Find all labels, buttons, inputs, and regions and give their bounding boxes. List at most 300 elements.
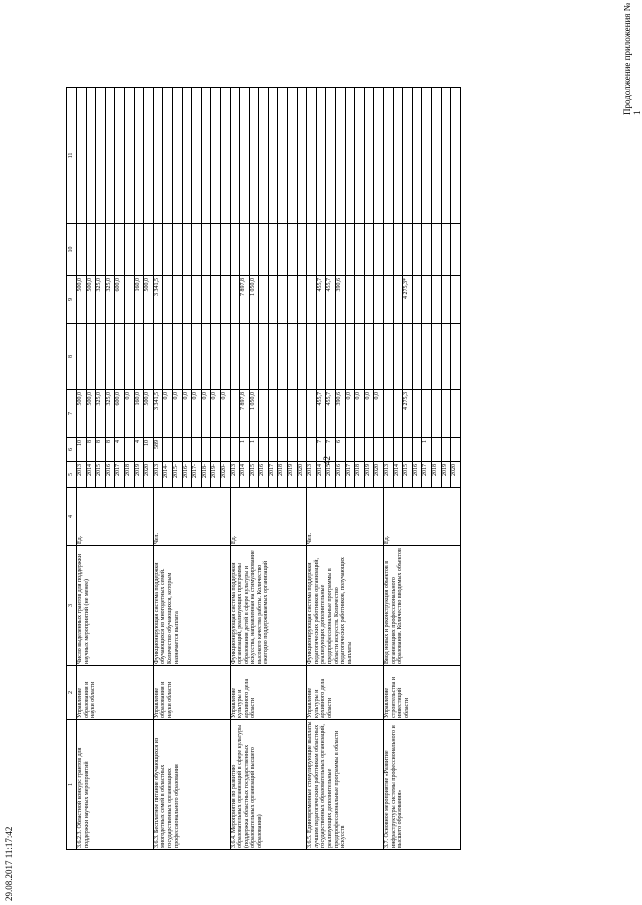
unit: Чел. — [307, 488, 384, 546]
other-cell — [355, 88, 365, 224]
indicator-value-cell — [211, 438, 221, 462]
regional-cell — [182, 276, 192, 324]
total-cell: 500,0 — [86, 390, 96, 438]
indicator-value-cell: 6 — [336, 438, 346, 462]
other-cell — [393, 88, 403, 224]
table-row — [230, 88, 240, 850]
column-number-1: 1 — [67, 720, 77, 850]
total-cell: 0,0 — [355, 390, 365, 438]
activity-name: 3.6.3. Бесплатное питание обучающихся из многодетных семей в областных государственных организациях профессионального образования — [153, 720, 230, 850]
page-number: 42 — [322, 456, 332, 465]
table-body — [77, 88, 461, 850]
year-cell: 2017 — [345, 462, 355, 488]
year-cell: 2016- — [182, 462, 192, 488]
column-number-9: 9 — [67, 276, 77, 324]
local-cell — [144, 224, 154, 276]
regional-cell: 500,0 — [144, 276, 154, 324]
indicator-value-cell — [364, 438, 374, 462]
indicator-value-cell: 8 — [105, 438, 115, 462]
other-cell — [441, 88, 451, 224]
table-row — [307, 88, 317, 850]
total-cell: 4 275,3 — [403, 390, 413, 438]
indicator-value-cell: 1 — [422, 438, 432, 462]
year-cell: 2014 — [240, 462, 250, 488]
federal-cell — [115, 324, 125, 390]
local-cell — [374, 224, 384, 276]
indicator-value-cell — [451, 438, 461, 462]
local-cell — [259, 224, 269, 276]
indicator-value-cell: 7 — [316, 438, 326, 462]
total-cell: 0,0 — [172, 390, 182, 438]
regional-cell: 325,0 — [105, 276, 115, 324]
year-cell: 2016 — [259, 462, 269, 488]
federal-cell — [134, 324, 144, 390]
column-number-10: 10 — [67, 224, 77, 276]
indicator-value-cell — [431, 438, 441, 462]
regional-cell: 455,7 — [316, 276, 326, 324]
total-cell: 0,0 — [192, 390, 202, 438]
local-cell — [77, 224, 87, 276]
federal-cell — [77, 324, 87, 390]
indicator-value-cell — [307, 438, 317, 462]
federal-cell — [364, 324, 374, 390]
local-cell — [86, 224, 96, 276]
total-cell — [441, 390, 451, 438]
other-cell — [230, 88, 240, 224]
indicator-value-cell — [384, 438, 394, 462]
other-cell — [336, 88, 346, 224]
regional-cell — [201, 276, 211, 324]
year-cell: 2016 — [336, 462, 346, 488]
indicator-value-cell — [201, 438, 211, 462]
total-cell — [288, 390, 298, 438]
total-cell — [278, 390, 288, 438]
table-row — [384, 88, 394, 850]
year-cell: 2015 — [96, 462, 106, 488]
local-cell — [230, 224, 240, 276]
federal-cell — [403, 324, 413, 390]
federal-cell — [278, 324, 288, 390]
total-cell: 0,0 — [201, 390, 211, 438]
year-cell: 2018- — [201, 462, 211, 488]
indicator-value-cell — [355, 438, 365, 462]
indicator-value-cell: 7 — [326, 438, 336, 462]
local-cell — [105, 224, 115, 276]
total-cell: 500,0 — [77, 390, 87, 438]
indicator-value-cell: 10 — [77, 438, 87, 462]
regional-cell — [422, 276, 432, 324]
indicator-value-cell — [230, 438, 240, 462]
year-cell: 2014 — [393, 462, 403, 488]
indicator-value-cell: 1 — [249, 438, 259, 462]
year-cell: 2020- — [220, 462, 230, 488]
total-cell: 1 050,0 — [249, 390, 259, 438]
local-cell — [192, 224, 202, 276]
federal-cell — [441, 324, 451, 390]
total-cell: 0,0 — [374, 390, 384, 438]
other-cell — [268, 88, 278, 224]
other-cell — [105, 88, 115, 224]
federal-cell — [124, 324, 134, 390]
year-cell: 2018 — [124, 462, 134, 488]
federal-cell — [384, 324, 394, 390]
total-cell — [268, 390, 278, 438]
local-cell — [451, 224, 461, 276]
federal-cell — [412, 324, 422, 390]
other-cell — [451, 88, 461, 224]
year-cell: 2020 — [374, 462, 384, 488]
other-cell — [240, 88, 250, 224]
other-cell — [220, 88, 230, 224]
other-cell — [172, 88, 182, 224]
unit: Ед. — [230, 488, 307, 546]
other-cell — [422, 88, 432, 224]
indicator-value-cell: 589 — [153, 438, 163, 462]
other-cell — [115, 88, 125, 224]
federal-cell — [249, 324, 259, 390]
responsible-executor: Управление образования и науки области — [153, 666, 230, 720]
other-cell — [153, 88, 163, 224]
activity-name: 3.7. Основное мероприятие «Развитие инфраструктуры системы профессионального и высшего образования» — [384, 720, 461, 850]
local-cell — [364, 224, 374, 276]
federal-cell — [172, 324, 182, 390]
local-cell — [220, 224, 230, 276]
column-number-8: 8 — [67, 324, 77, 390]
regional-cell: 1 050,0 — [249, 276, 259, 324]
indicator-value-cell — [403, 438, 413, 462]
total-cell: 600,0 — [115, 390, 125, 438]
year-cell: 2019- — [211, 462, 221, 488]
regional-cell — [355, 276, 365, 324]
indicator-value-cell — [172, 438, 182, 462]
year-cell: 2017 — [115, 462, 125, 488]
regional-cell: 160,0 — [134, 276, 144, 324]
activity-name: 3.6.5. Единовременные стимулирующие выплаты лучшим педагогическим работникам областных государственных образовательных организаций, реализующих дополнительные предпрофессиональные программы в области искусств — [307, 720, 384, 850]
other-cell — [278, 88, 288, 224]
other-cell — [297, 88, 307, 224]
local-cell — [412, 224, 422, 276]
year-cell: 2014 — [86, 462, 96, 488]
indicator-value-cell — [374, 438, 384, 462]
other-cell — [192, 88, 202, 224]
indicator-value-cell — [259, 438, 269, 462]
regional-cell — [364, 276, 374, 324]
year-cell: 2016 — [105, 462, 115, 488]
year-cell: 2015- — [172, 462, 182, 488]
program-table — [66, 87, 461, 850]
local-cell — [307, 224, 317, 276]
responsible-executor: Управление культуры и архивного дела области — [230, 666, 307, 720]
federal-cell — [297, 324, 307, 390]
other-cell — [307, 88, 317, 224]
indicator-value-cell: 8 — [96, 438, 106, 462]
local-cell — [201, 224, 211, 276]
column-number-4: 4 — [67, 488, 77, 546]
total-cell — [412, 390, 422, 438]
regional-cell — [124, 276, 134, 324]
year-cell: 2017 — [268, 462, 278, 488]
responsible-executor: Управление образования и науки области — [77, 666, 154, 720]
total-cell: 0,0 — [124, 390, 134, 438]
total-cell — [451, 390, 461, 438]
regional-cell — [288, 276, 298, 324]
unit: Чел. — [153, 488, 230, 546]
column-number-11: 11 — [67, 88, 77, 224]
total-cell: 160,0 — [134, 390, 144, 438]
regional-cell — [384, 276, 394, 324]
year-cell: 2015 — [403, 462, 413, 488]
other-cell — [403, 88, 413, 224]
year-cell: 2013 — [230, 462, 240, 488]
other-cell — [86, 88, 96, 224]
total-cell: 0,0 — [220, 390, 230, 438]
local-cell — [431, 224, 441, 276]
local-cell — [211, 224, 221, 276]
other-cell — [345, 88, 355, 224]
federal-cell — [230, 324, 240, 390]
year-cell: 2013 — [384, 462, 394, 488]
total-cell — [384, 390, 394, 438]
indicator-value-cell — [192, 438, 202, 462]
year-cell: 2018 — [355, 462, 365, 488]
indicator-value-cell — [268, 438, 278, 462]
regional-cell — [451, 276, 461, 324]
total-cell: 325,0 — [96, 390, 106, 438]
indicator-value-cell — [288, 438, 298, 462]
federal-cell — [307, 324, 317, 390]
column-number-6: 6 — [67, 438, 77, 462]
other-cell — [144, 88, 154, 224]
indicator-description: Функционирующая система поддержки педагогических работников организаций, реализующих дополнительные предпрофессиональные программы в области искусств. Количество педагогических работников, получающих выплаты — [307, 546, 384, 666]
other-cell — [96, 88, 106, 224]
year-cell: 2019 — [134, 462, 144, 488]
federal-cell — [268, 324, 278, 390]
regional-cell — [374, 276, 384, 324]
total-cell: 0,0 — [163, 390, 173, 438]
other-cell — [412, 88, 422, 224]
regional-cell: 325,0 — [96, 276, 106, 324]
total-cell: 325,0 — [105, 390, 115, 438]
regional-cell — [393, 276, 403, 324]
local-cell — [297, 224, 307, 276]
federal-cell — [86, 324, 96, 390]
year-cell: 2013 — [77, 462, 87, 488]
federal-cell — [326, 324, 336, 390]
federal-cell — [288, 324, 298, 390]
other-cell — [374, 88, 384, 224]
total-cell: 0,0 — [211, 390, 221, 438]
year-cell: 2013 — [153, 462, 163, 488]
other-cell — [288, 88, 298, 224]
regional-cell — [268, 276, 278, 324]
print-timestamp: 29.08.2017 11:17:42 — [4, 826, 14, 901]
federal-cell — [336, 324, 346, 390]
indicator-value-cell — [278, 438, 288, 462]
total-cell: 455,7 — [326, 390, 336, 438]
year-cell: 2015 — [249, 462, 259, 488]
other-cell — [364, 88, 374, 224]
indicator-value-cell — [297, 438, 307, 462]
other-cell — [124, 88, 134, 224]
year-cell: 2018 — [431, 462, 441, 488]
federal-cell — [431, 324, 441, 390]
column-number-5: 5 — [67, 462, 77, 488]
regional-cell: 500,0 — [86, 276, 96, 324]
federal-cell — [259, 324, 269, 390]
regional-cell: 4 275,3* — [403, 276, 413, 324]
column-number-2: 2 — [67, 666, 77, 720]
regional-cell — [211, 276, 221, 324]
year-cell: 2019 — [441, 462, 451, 488]
regional-cell — [441, 276, 451, 324]
federal-cell — [144, 324, 154, 390]
other-cell — [211, 88, 221, 224]
federal-cell — [182, 324, 192, 390]
indicator-description: Число выделенных грантов для поддержки научных мероприятий (не менее) — [77, 546, 154, 666]
total-cell — [297, 390, 307, 438]
other-cell — [316, 88, 326, 224]
regional-cell: 455,7 — [326, 276, 336, 324]
federal-cell — [393, 324, 403, 390]
local-cell — [268, 224, 278, 276]
local-cell — [182, 224, 192, 276]
unit: Ед. — [384, 488, 461, 546]
regional-cell: 7 897,8 — [240, 276, 250, 324]
regional-cell — [431, 276, 441, 324]
federal-cell — [374, 324, 384, 390]
indicator-value-cell — [345, 438, 355, 462]
local-cell — [153, 224, 163, 276]
regional-cell — [297, 276, 307, 324]
total-cell — [393, 390, 403, 438]
federal-cell — [96, 324, 106, 390]
column-number-row — [67, 88, 77, 850]
table-row — [77, 88, 87, 850]
total-cell — [431, 390, 441, 438]
federal-cell — [163, 324, 173, 390]
year-cell: 2017 — [422, 462, 432, 488]
other-cell — [77, 88, 87, 224]
responsible-executor: Управление строительства и инвестиций области — [384, 666, 461, 720]
local-cell — [163, 224, 173, 276]
indicator-description: Функционирующая система поддержки обучающихся из многодетных семей. Количество обучающихся, которым назначается выплата — [153, 546, 230, 666]
federal-cell — [201, 324, 211, 390]
regional-cell — [345, 276, 355, 324]
indicator-value-cell — [393, 438, 403, 462]
local-cell — [393, 224, 403, 276]
indicator-value-cell: 10 — [144, 438, 154, 462]
total-cell: 7 897,8 — [240, 390, 250, 438]
local-cell — [249, 224, 259, 276]
continuation-title: Продолжение приложения № 1 — [622, 2, 642, 115]
local-cell — [403, 224, 413, 276]
regional-cell — [278, 276, 288, 324]
local-cell — [336, 224, 346, 276]
indicator-value-cell: 1 — [240, 438, 250, 462]
total-cell — [230, 390, 240, 438]
federal-cell — [451, 324, 461, 390]
indicator-value-cell — [182, 438, 192, 462]
other-cell — [384, 88, 394, 224]
total-cell: 3 341,5 — [153, 390, 163, 438]
other-cell — [249, 88, 259, 224]
local-cell — [345, 224, 355, 276]
other-cell — [431, 88, 441, 224]
total-cell: 0,0 — [182, 390, 192, 438]
local-cell — [422, 224, 432, 276]
local-cell — [288, 224, 298, 276]
federal-cell — [355, 324, 365, 390]
regional-cell — [307, 276, 317, 324]
total-cell: 0,0 — [345, 390, 355, 438]
federal-cell — [220, 324, 230, 390]
other-cell — [163, 88, 173, 224]
year-cell: 2014- — [163, 462, 173, 488]
local-cell — [172, 224, 182, 276]
local-cell — [326, 224, 336, 276]
year-cell: 2014 — [316, 462, 326, 488]
activity-name: 3.6.2.3. Областной конкурс грантов для поддержки научных мероприятий — [77, 720, 154, 850]
table-row — [153, 88, 163, 850]
indicator-value-cell — [163, 438, 173, 462]
federal-cell — [422, 324, 432, 390]
federal-cell — [105, 324, 115, 390]
local-cell — [384, 224, 394, 276]
federal-cell — [192, 324, 202, 390]
indicator-description: Функционирующая система поддержки организаций, реализующих программы образования детей в сфере культуры и искусства, направленная на стимулирование высокого качества работы. Количество ежегодно поддерживаемых организаций — [230, 546, 307, 666]
local-cell — [240, 224, 250, 276]
other-cell — [201, 88, 211, 224]
activity-name: 3.6.4. Мероприятия по развитию образовательных организаций в сфере культуры (поддержка областных государственных образовательных организаций высшего образования) — [230, 720, 307, 850]
regional-cell — [230, 276, 240, 324]
regional-cell — [192, 276, 202, 324]
year-cell: 2020 — [144, 462, 154, 488]
indicator-value-cell: 8 — [86, 438, 96, 462]
regional-cell — [412, 276, 422, 324]
regional-cell: 500,0 — [77, 276, 87, 324]
total-cell — [422, 390, 432, 438]
other-cell — [259, 88, 269, 224]
indicator-value-cell — [441, 438, 451, 462]
regional-cell: 390,6 — [336, 276, 346, 324]
total-cell: 390,6 — [336, 390, 346, 438]
local-cell — [134, 224, 144, 276]
federal-cell — [211, 324, 221, 390]
indicator-value-cell: 4 — [134, 438, 144, 462]
other-cell — [182, 88, 192, 224]
regional-cell — [220, 276, 230, 324]
local-cell — [441, 224, 451, 276]
year-cell: 2019 — [288, 462, 298, 488]
regional-cell: 600,0 — [115, 276, 125, 324]
year-cell: 2020 — [297, 462, 307, 488]
total-cell: 455,7 — [316, 390, 326, 438]
indicator-value-cell — [124, 438, 134, 462]
local-cell — [355, 224, 365, 276]
column-number-7: 7 — [67, 390, 77, 438]
federal-cell — [153, 324, 163, 390]
local-cell — [96, 224, 106, 276]
local-cell — [316, 224, 326, 276]
total-cell: 0,0 — [364, 390, 374, 438]
year-cell: 2020 — [451, 462, 461, 488]
year-cell: 2017- — [192, 462, 202, 488]
regional-cell — [163, 276, 173, 324]
other-cell — [134, 88, 144, 224]
federal-cell — [316, 324, 326, 390]
regional-cell — [172, 276, 182, 324]
year-cell: 2015 — [326, 462, 336, 488]
